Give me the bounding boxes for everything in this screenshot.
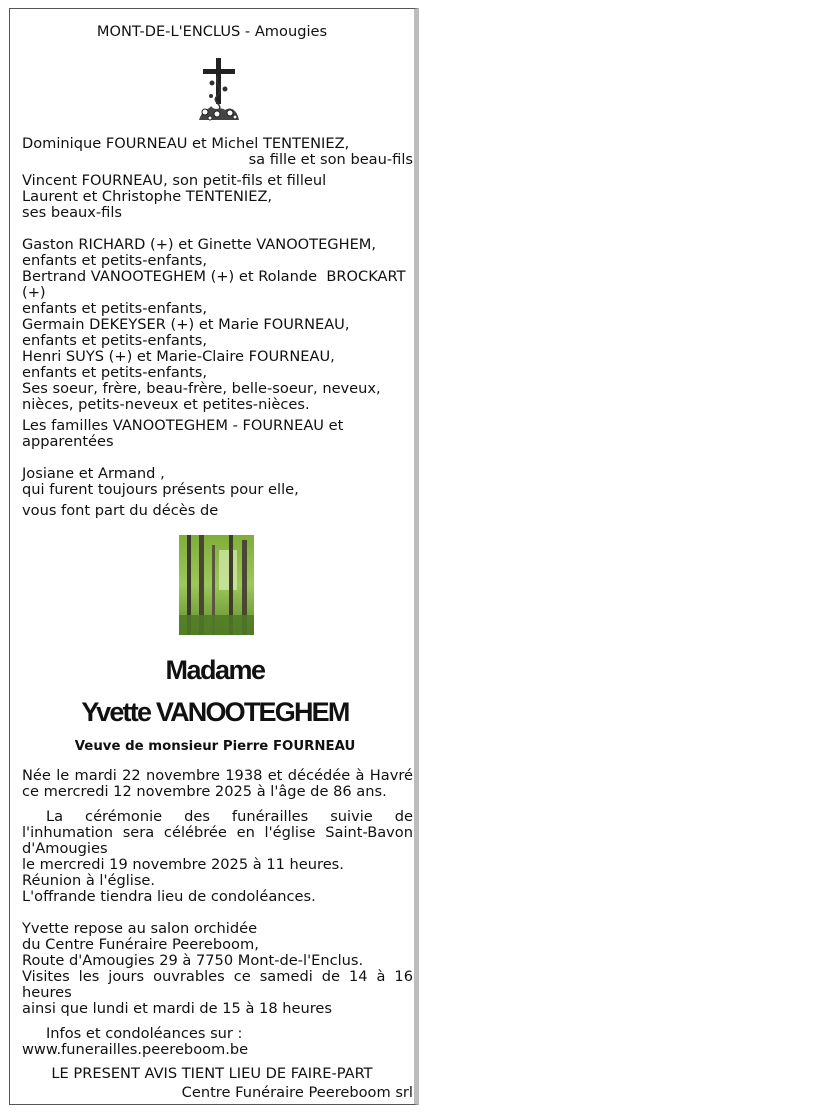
family-line: Dominique FOURNEAU et Michel TENTENIEZ, — [22, 135, 350, 152]
location-heading: MONT-DE-L'ENCLUS - Amougies — [96, 23, 328, 40]
birth-line: Née le mardi 22 novembre 1938 et décédée à Havré — [22, 767, 413, 784]
title: Madame — [165, 655, 265, 685]
family-line: nièces, petits-neveux et petites-nièces. — [22, 396, 310, 413]
rest-line: Yvette repose au salon orchidée — [22, 920, 258, 937]
obituary-card — [9, 8, 419, 1105]
family-line: Gaston RICHARD (+) et Ginette VANOOTEGHEM, — [22, 236, 377, 253]
ceremony-text: La cérémonie des funérailles suivie de l'inhumation sera célébrée en l'église Saint-Bavon d'Amougies — [22, 808, 413, 857]
forest-photo — [179, 535, 254, 635]
info-label: Infos et condoléances sur : — [46, 1025, 243, 1042]
meeting-text: Réunion à l'église. — [22, 872, 156, 889]
visits-text: Visites les jours ouvrables ce samedi de 14 à 16 heures — [22, 968, 413, 1001]
family-line: enfants et petits-enfants, — [22, 332, 207, 349]
family-line: Josiane et Armand , — [22, 465, 165, 482]
website-link[interactable]: www.funerailles.peereboom.be — [22, 1041, 249, 1058]
notice-text: LE PRESENT AVIS TIENT LIEU DE FAIRE-PART — [51, 1065, 373, 1082]
visits-text-2: ainsi que lundi et mardi de 15 à 18 heures — [22, 1000, 333, 1017]
death-line: ce mercredi 12 novembre 2025 à l'âge de 86 ans. — [22, 783, 387, 800]
offering-text: L'offrande tiendra lieu de condoléances. — [22, 888, 316, 905]
rest-line: Route d'Amougies 29 à 7750 Mont-de-l'Enclus. — [22, 952, 364, 969]
family-line: sa fille et son beau-fils — [248, 151, 413, 168]
family-line: vous font part du décès de — [22, 502, 219, 519]
family-line: Ses soeur, frère, beau-frère, belle-soeur, neveux, — [22, 380, 381, 397]
family-line: enfants et petits-enfants, — [22, 364, 207, 381]
family-line: Germain DEKEYSER (+) et Marie FOURNEAU, — [22, 316, 350, 333]
family-line: Laurent et Christophe TENTENIEZ, — [22, 188, 273, 205]
family-line: qui furent toujours présents pour elle, — [22, 481, 299, 498]
family-line: Les familles VANOOTEGHEM - FOURNEAU et — [22, 417, 344, 434]
family-line: Bertrand VANOOTEGHEM (+) et Rolande BROCKART — [22, 268, 406, 285]
family-line: enfants et petits-enfants, — [22, 252, 207, 269]
cross-icon — [195, 56, 243, 122]
family-line: (+) — [22, 284, 46, 301]
funeral-home: Centre Funéraire Peereboom srl — [181, 1084, 413, 1101]
family-line: Henri SUYS (+) et Marie-Claire FOURNEAU, — [22, 348, 335, 365]
ceremony-date: le mercredi 19 novembre 2025 à 11 heures. — [22, 856, 344, 873]
family-line: apparentées — [22, 433, 114, 450]
rest-line: du Centre Funéraire Peereboom, — [22, 936, 259, 953]
widow-line: Veuve de monsieur Pierre FOURNEAU — [74, 739, 356, 754]
deceased-name: Yvette VANOOTEGHEM — [81, 697, 349, 727]
family-line: ses beaux-fils — [22, 204, 123, 221]
family-line: enfants et petits-enfants, — [22, 300, 207, 317]
family-line: Vincent FOURNEAU, son petit-fils et filleul — [22, 172, 327, 189]
